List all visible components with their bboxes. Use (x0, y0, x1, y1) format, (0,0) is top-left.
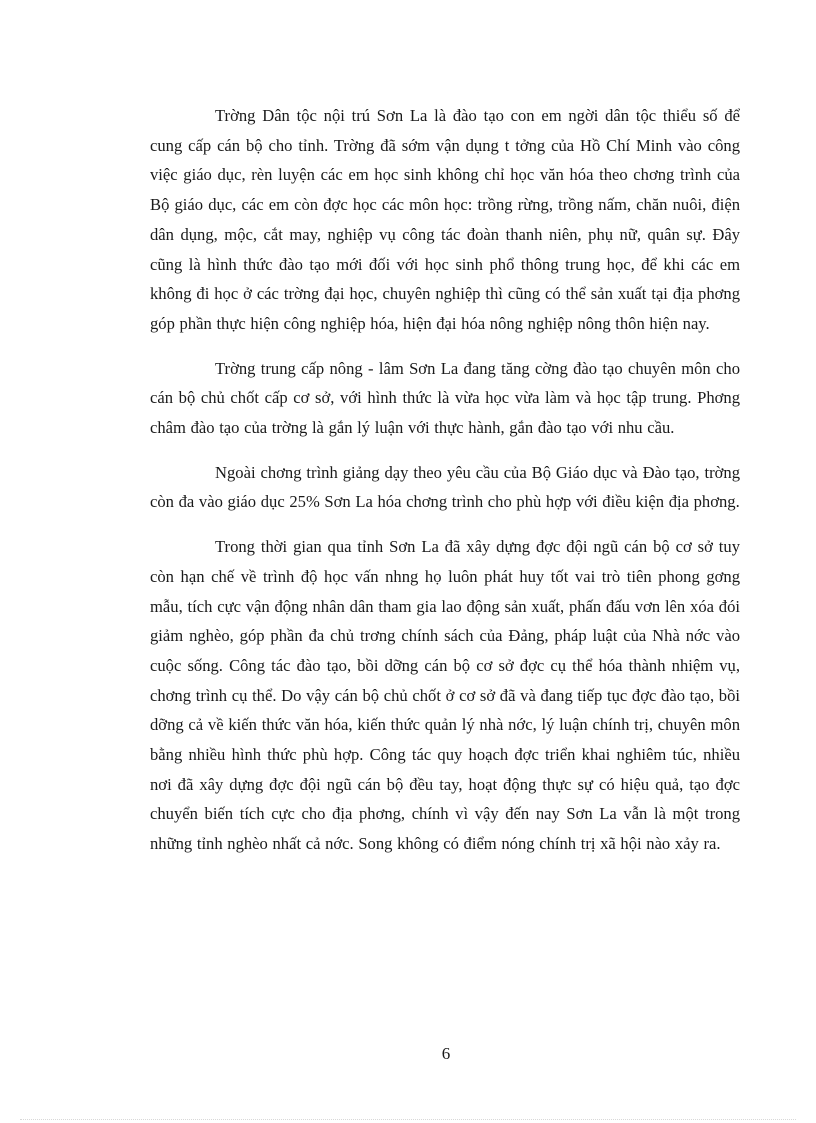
paragraph-cadre-training: Trong thời gian qua tỉnh Sơn La đã xây dựng đợc đội ngũ cán bộ cơ sở tuy còn hạn chế về trình độ học vấn nhng họ luôn phát huy tốt vai trò tiên phong gơng mẫu, tích cực vận động nhân dân tham gia lao động sản xuất, phấn đấu vơn lên xóa đói giảm nghèo, góp phần đa chủ trơng chính sách của Đảng, pháp luật của Nhà nớc vào cuộc sống. Công tác đào tạo, bồi dỡng cán bộ cơ sở đợc cụ thể hóa thành nhiệm vụ, chơng trình cụ thể. Do vậy cán bộ chủ chốt ở cơ sở đã và đang tiếp tục đợc đào tạo, bồi dỡng cả về kiến thức văn hóa, kiến thức quản lý nhà nớc, lý luận chính trị, chuyên môn bằng nhiều hình thức phù hợp. Công tác quy hoạch đợc triển khai nghiêm túc, nhiều nơi đã xây dựng đợc đội ngũ cán bộ đều tay, hoạt động thực sự có hiệu quả, tạo đợc chuyển biến tích cực cho địa phơng, chính vì vậy đến nay Sơn La vẫn là một trong những tỉnh nghèo nhất cả nớc. Song không có điểm nóng chính trị xã hội nào xảy ra. (150, 537, 740, 854)
paragraph-agro-forestry-school: Trờng trung cấp nông - lâm Sơn La đang tăng cờng đào tạo chuyên môn cho cán bộ chủ chốt cấp cơ sở, với hình thức là vừa học vừa làm và học tập trung. Phơng châm đào tạo của trờng là gắn lý luận với thực hành, gắn đào tạo với nhu cầu. (150, 358, 740, 438)
paragraph-curriculum: Ngoài chơng trình giảng dạy theo yêu cầu của Bộ Giáo dục và Đào tạo, trờng còn đa vào giáo dục 25% Sơn La hóa chơng trình cho phù hợp với điều kiện địa phơng. (150, 462, 740, 512)
page-number: 6 (441, 1044, 451, 1063)
paragraph-boarding-school: Trờng Dân tộc nội trú Sơn La là đào tạo con em ngời dân tộc thiểu số để cung cấp cán bộ cho tỉnh. Trờng đã sớm vận dụng t tởng của Hồ Chí Minh vào công việc giáo dục, rèn luyện các em học sinh không chỉ học văn hóa theo chơng trình của Bộ giáo dục, các em còn đợc học các môn học: trồng rừng, trồng nấm, chăn nuôi, điện dân dụng, mộc, cắt may, nghiệp vụ công tác đoàn thanh niên, phụ nữ, quân sự. Đây cũng là hình thức đào tạo mới đối với học sinh phổ thông trung học, để khi các em không đi học ở các trờng đại học, chuyên nghiệp thì cũng có thể sản xuất tại địa phơng góp phần thực hiện công nghiệp hóa, hiện đại hóa nông nghiệp nông thôn hiện nay. (150, 106, 740, 333)
body-text (150, 101, 740, 874)
footer-divider (20, 1119, 796, 1120)
